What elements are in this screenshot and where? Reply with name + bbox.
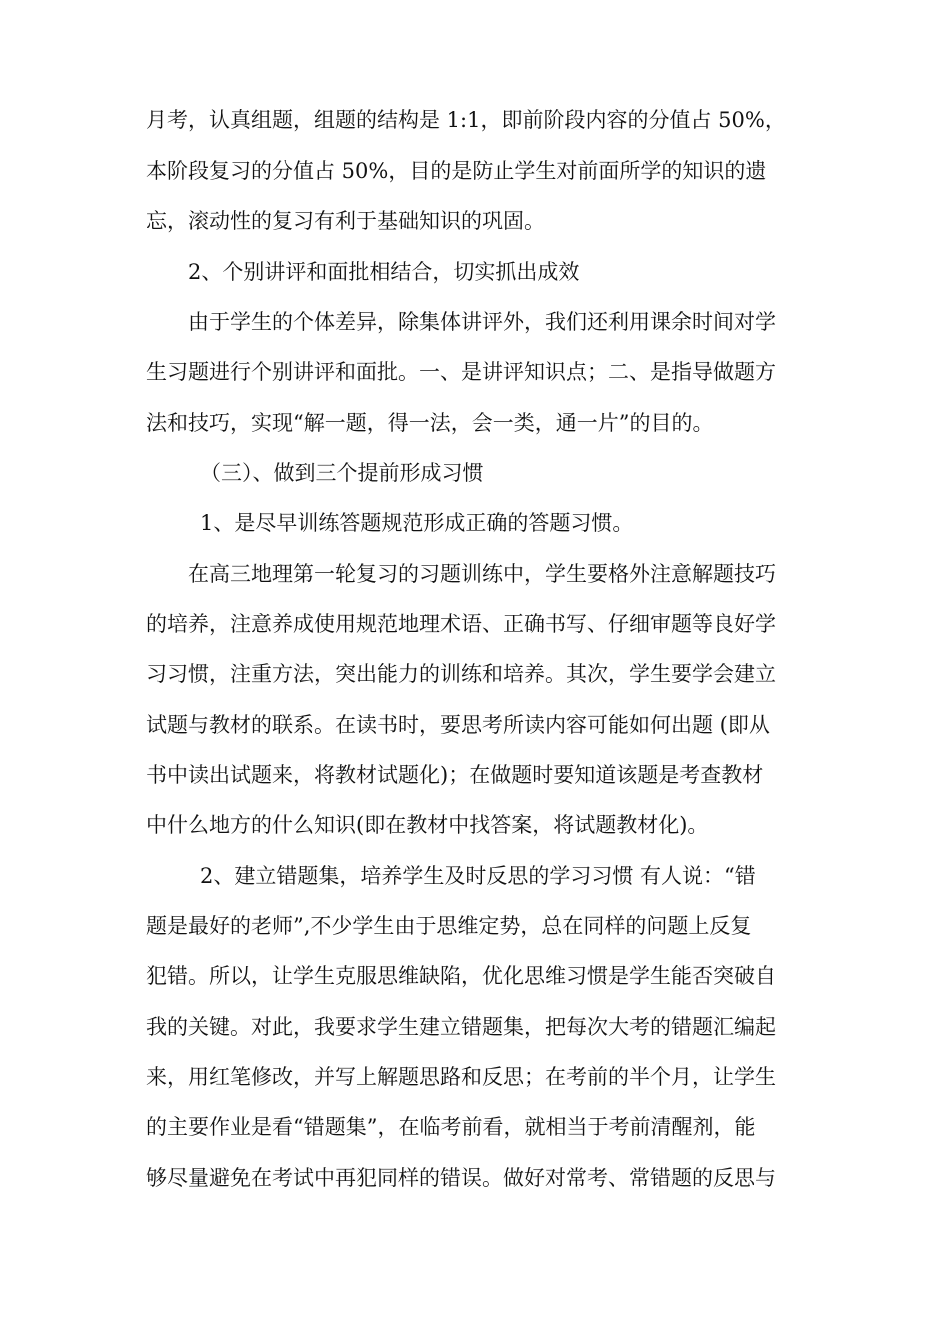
text-line: 犯错。所以，让学生克服思维缺陷，优化思维习惯是学生能否突破自 (146, 964, 776, 988)
text-line: 月考，认真组题，组题的结构是 1:1，即前阶段内容的分值占 50%， (146, 108, 786, 132)
text-line: 的培养，注意养成使用规范地理术语、正确书写、仔细审题等良好学 (146, 612, 776, 636)
text-line: 本阶段复习的分值占 50%，目的是防止学生对前面所学的知识的遗 (146, 159, 767, 183)
text-line: 的主要作业是看“错题集”，在临考前看，就相当于考前清醒剂，能 (146, 1115, 756, 1139)
text-line: 忘，滚动性的复习有利于基础知识的巩固。 (146, 209, 545, 233)
section-heading: 1、是尽早训练答题规范形成正确的答题习惯。 (200, 511, 634, 535)
section-heading: （三）、做到三个提前形成习惯 (200, 461, 484, 485)
text-line: 在高三地理第一轮复习的习题训练中，学生要格外注意解题技巧 (188, 562, 776, 586)
text-line: 习习惯，注重方法，突出能力的训练和培养。其次，学生要学会建立 (146, 662, 776, 686)
text-line: 由于学生的个体差异，除集体讲评外，我们还利用课余时间对学 (188, 310, 776, 334)
text-line: 来，用红笔修改，并写上解题思路和反思；在考前的半个月，让学生 (146, 1065, 776, 1089)
text-line: 够尽量避免在考试中再犯同样的错误。做好对常考、常错题的反思与 (146, 1166, 776, 1190)
section-heading: 2、个别讲评和面批相结合，切实抓出成效 (188, 260, 580, 284)
text-line: 我的关键。对此，我要求学生建立错题集，把每次大考的错题汇编起 (146, 1015, 776, 1039)
section-heading: 2、建立错题集，培养学生及时反思的学习习惯 有人说：“错 (200, 864, 756, 888)
text-line: 法和技巧，实现“解一题，得一法，会一类，通一片”的目的。 (146, 411, 714, 435)
text-line: 试题与教材的联系。在读书时，要思考所读内容可能如何出题 (即从 (146, 713, 770, 737)
text-line: 中什么地方的什么知识(即在教材中找答案，将试题教材化)。 (146, 813, 709, 837)
text-line: 书中读出试题来，将教材试题化)；在做题时要知道该题是考查教材 (146, 763, 764, 787)
text-line: 题是最好的老师”,不少学生由于思维定势，总在同样的问题上反复 (146, 914, 752, 938)
text-line: 生习题进行个别讲评和面批。一、是讲评知识点；二、是指导做题方 (146, 360, 776, 384)
